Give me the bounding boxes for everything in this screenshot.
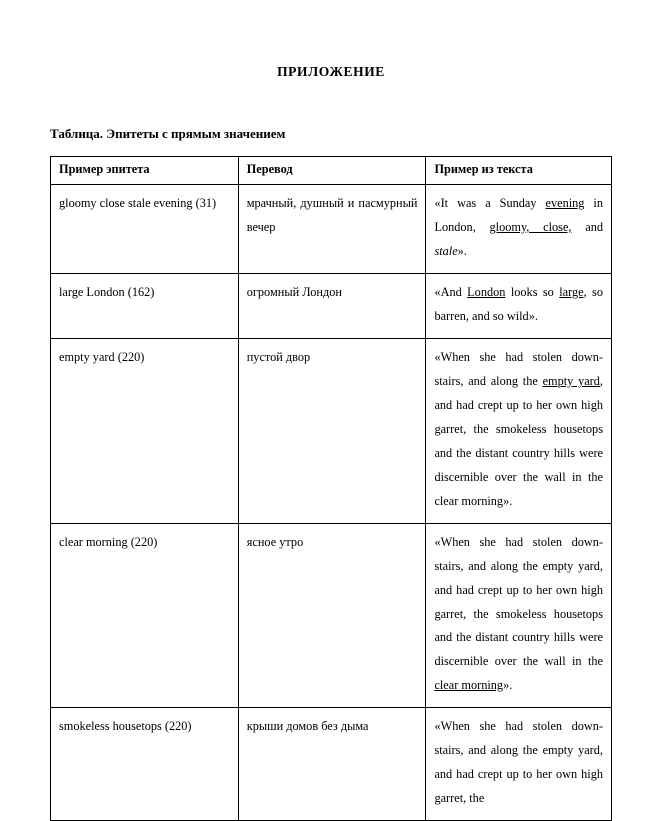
table-caption: Таблица. Эпитеты с прямым значением — [50, 126, 286, 141]
column-header-translation: Перевод — [238, 157, 426, 185]
underlined-text: clear morning — [434, 678, 504, 693]
epithets-table — [50, 156, 612, 821]
cell-example — [426, 523, 612, 708]
plain-text: «And — [434, 284, 468, 299]
page-title: ПРИЛОЖЕНИЕ — [277, 64, 385, 79]
table-row — [51, 184, 612, 273]
cell-epithet: large London (162) — [51, 273, 239, 338]
plain-text: and — [571, 219, 603, 234]
cell-translation: мрачный, душный и пасмурный вечер — [238, 184, 426, 273]
cell-example — [426, 338, 612, 523]
cell-example — [426, 184, 612, 273]
italic-text: stale — [434, 243, 458, 258]
plain-text: in London, — [434, 195, 604, 234]
plain-text: looks so — [505, 284, 560, 299]
cell-epithet: empty yard (220) — [51, 338, 239, 523]
underlined-text: large — [559, 284, 584, 299]
plain-text: «When she had stolen down-stairs, and along the empty yard, and had crept up to her own high garret, the — [434, 719, 603, 806]
table-header — [51, 157, 612, 185]
cell-translation: пустой двор — [238, 338, 426, 523]
plain-text: «When she had stolen down-stairs, and along the — [434, 349, 603, 388]
table-row — [51, 338, 612, 523]
column-header-epithet: Пример эпитета — [51, 157, 239, 185]
underlined-text: London — [467, 284, 506, 299]
table-row — [51, 273, 612, 338]
cell-translation: огромный Лондон — [238, 273, 426, 338]
underlined-text: evening — [545, 195, 585, 210]
table-body — [51, 184, 612, 820]
table-row — [51, 523, 612, 708]
document-page — [0, 64, 662, 814]
cell-example — [426, 708, 612, 821]
cell-epithet: gloomy close stale evening (31) — [51, 184, 239, 273]
plain-text: ». — [457, 243, 467, 258]
cell-epithet: smokeless housetops (220) — [51, 708, 239, 821]
plain-text: , and had crept up to her own high garret, the smokeless housetops and the distant country hills were discernible over the wall in the clear morning». — [434, 373, 603, 508]
table-row — [51, 708, 612, 821]
plain-text: «It was a Sunday — [434, 195, 546, 210]
underlined-text: gloomy, close, — [489, 219, 572, 234]
plain-text: «When she had stolen down-stairs, and along the empty yard, and had crept up to her own high garret, the smokeless housetops and the distant country hills were discernible over the wall in the — [434, 534, 603, 669]
cell-translation: ясное утро — [238, 523, 426, 708]
plain-text: ». — [503, 678, 513, 693]
underlined-text: empty yard — [542, 373, 600, 388]
plain-text: , so barren, and so wild». — [434, 284, 603, 323]
cell-epithet: clear morning (220) — [51, 523, 239, 708]
table-header-row — [51, 157, 612, 185]
column-header-example: Пример из текста — [426, 157, 612, 185]
cell-example — [426, 273, 612, 338]
cell-translation: крыши домов без дыма — [238, 708, 426, 821]
